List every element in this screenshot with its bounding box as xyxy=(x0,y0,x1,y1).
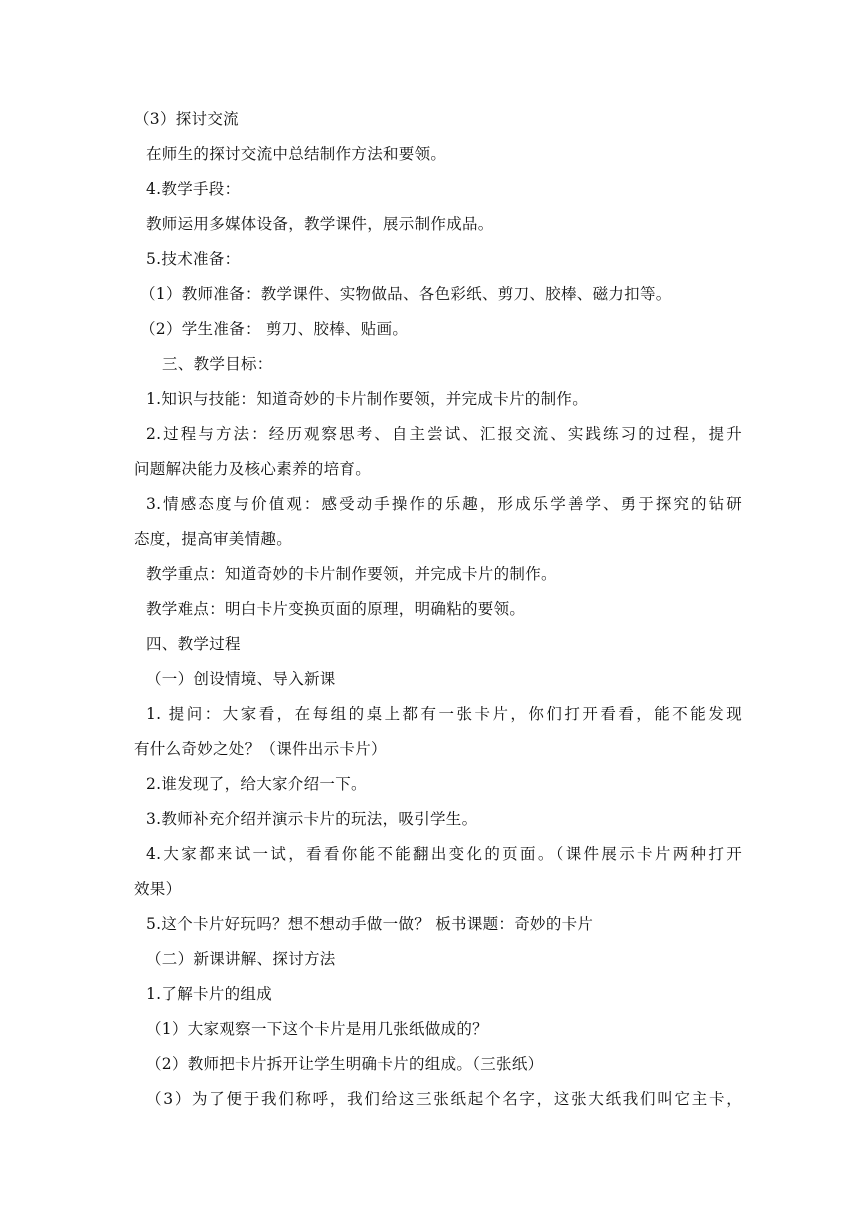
section-heading: 三、教学目标： xyxy=(162,355,273,373)
text-line: 态度，提高审美情趣。 xyxy=(134,530,293,548)
text-line: 4.教学手段： xyxy=(146,180,241,198)
text-line: 2.谁发现了，给大家介绍一下。 xyxy=(146,775,367,793)
text-line: 1.了解卡片的组成 xyxy=(146,985,272,1003)
text-line: 效果） xyxy=(134,880,182,898)
text-line: 5.这个卡片好玩吗？想不想动手做一做？ 板书课题：奇妙的卡片 xyxy=(146,915,594,933)
section-heading: 四、教学过程 xyxy=(146,635,241,653)
text-line: （2）教师把卡片拆开让学生明确卡片的组成。（三张纸） xyxy=(146,1055,544,1073)
text-line: 3.情感态度与价值观：感受动手操作的乐趣，形成乐学善学、勇于探究的钻研 xyxy=(146,495,742,513)
text-line: （1）大家观察一下这个卡片是用几张纸做成的？ xyxy=(146,1020,488,1038)
text-line: 教学难点：明白卡片变换页面的原理，明确粘的要领。 xyxy=(146,600,526,618)
text-line: （2）学生准备： 剪刀、胶棒、贴画。 xyxy=(140,320,409,338)
text-line: 有什么奇妙之处？（课件出示卡片） xyxy=(134,740,387,758)
text-line: 4.大家都来试一试，看看你能不能翻出变化的页面。（课件展示卡片两种打开 xyxy=(146,845,742,863)
text-line: 在师生的探讨交流中总结制作方法和要领。 xyxy=(146,145,447,163)
text-line: （1）教师准备：教学课件、实物做品、各色彩纸、剪刀、胶棒、磁力扣等。 xyxy=(140,285,672,303)
subsection-heading: （二）新课讲解、探讨方法 xyxy=(146,950,336,968)
text-line: 2.过程与方法：经历观察思考、自主尝试、汇报交流、实践练习的过程，提升 xyxy=(146,425,742,443)
text-line: 3.教师补充介绍并演示卡片的玩法，吸引学生。 xyxy=(146,810,478,828)
subsection-heading: （一）创设情境、导入新课 xyxy=(146,670,336,688)
text-line: 教师运用多媒体设备，教学课件，展示制作成品。 xyxy=(146,215,494,233)
text-line: 问题解决能力及核心素养的培育。 xyxy=(134,460,372,478)
text-line: 1. 提问：大家看，在每组的桌上都有一张卡片，你们打开看看，能不能发现 xyxy=(146,705,742,723)
text-line: （3）探讨交流 xyxy=(134,110,239,128)
text-line: 1.知识与技能：知道奇妙的卡片制作要领，并完成卡片的制作。 xyxy=(146,390,588,408)
text-line: 教学重点：知道奇妙的卡片制作要领，并完成卡片的制作。 xyxy=(146,565,557,583)
text-line: （3）为了便于我们称呼，我们给这三张纸起个名字，这张大纸我们叫它主卡， xyxy=(146,1090,742,1108)
text-line: 5.技术准备： xyxy=(146,250,241,268)
